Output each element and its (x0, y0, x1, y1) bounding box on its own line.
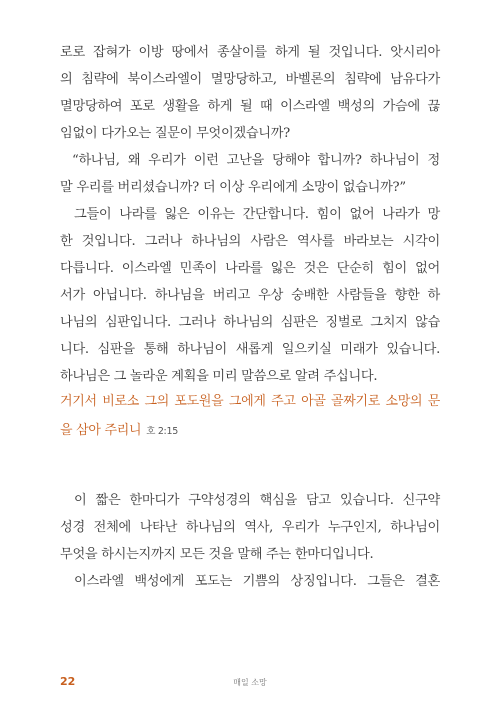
body-line: 그들이 나라를 잃은 이유는 간단합니다. 힘이 없어 나라가 망 (74, 207, 440, 222)
scripture-quote (60, 387, 440, 445)
body-line: 성경 전체에 나타난 하나님의 역사, 우리가 누구인지, 하나님이 (60, 520, 440, 535)
quote-line: 거기서 비로소 그의 포도원을 그에게 주고 아골 골짜기로 소망의 문 (60, 394, 440, 409)
scripture-reference: 호 2:15 (146, 426, 178, 437)
body-line: 무엇을 하시는지까지 모든 것을 말해 주는 한마디입니다. (60, 547, 374, 562)
body-line: 멸망당하여 포로 생활을 하게 될 때 이스라엘 백성의 가슴에 끊 (60, 99, 440, 114)
page-number: 22 (60, 675, 76, 688)
body-line: 이스라엘 백성에게 포도는 기쁨의 상징입니다. 그들은 결혼 (74, 574, 440, 589)
body-line: 임없이 다가오는 질문이 무엇이겠습니까? (60, 126, 290, 141)
body-line: 서가 아닙니다. 하나님을 버리고 우상 숭배한 사람들을 향한 하 (60, 288, 440, 303)
body-line: “하나님, 왜 우리가 이런 고난을 당해야 합니까? 하나님이 정 (72, 153, 440, 168)
body-line: 로로 잡혀가 이방 땅에서 종살이를 하게 될 것입니다. 앗시리아 (60, 45, 440, 60)
body-line: 의 침략에 북이스라엘이 멸망당하고, 바벨론의 침략에 남유다가 (60, 72, 440, 87)
body-line: 다릅니다. 이스라엘 민족이 나라를 잃은 것은 단순히 힘이 없어 (60, 261, 440, 276)
running-footer-title: 매일 소망 (233, 678, 267, 687)
body-line: 말 우리를 버리셨습니까? 더 이상 우리에게 소망이 없습니까?” (60, 180, 406, 195)
body-line: 나님의 심판입니다. 그러나 하나님의 심판은 징벌로 그치지 않습 (60, 315, 440, 330)
body-text-bottom (60, 487, 440, 595)
body-line: 니다. 심판을 통해 하나님이 새롭게 일으키실 미래가 있습니다. (60, 342, 440, 357)
body-text-top (60, 39, 440, 390)
quote-text: 을 삼아 주리니 (60, 423, 142, 438)
body-line: 한 것입니다. 그러나 하나님의 사람은 역사를 바라보는 시각이 (60, 234, 440, 249)
body-line: 이 짧은 한마디가 구약성경의 핵심을 담고 있습니다. 신구약 (74, 493, 440, 508)
quote-line (60, 416, 440, 445)
body-line: 하나님은 그 놀라운 계획을 미리 말씀으로 알려 주십니다. (60, 369, 378, 384)
